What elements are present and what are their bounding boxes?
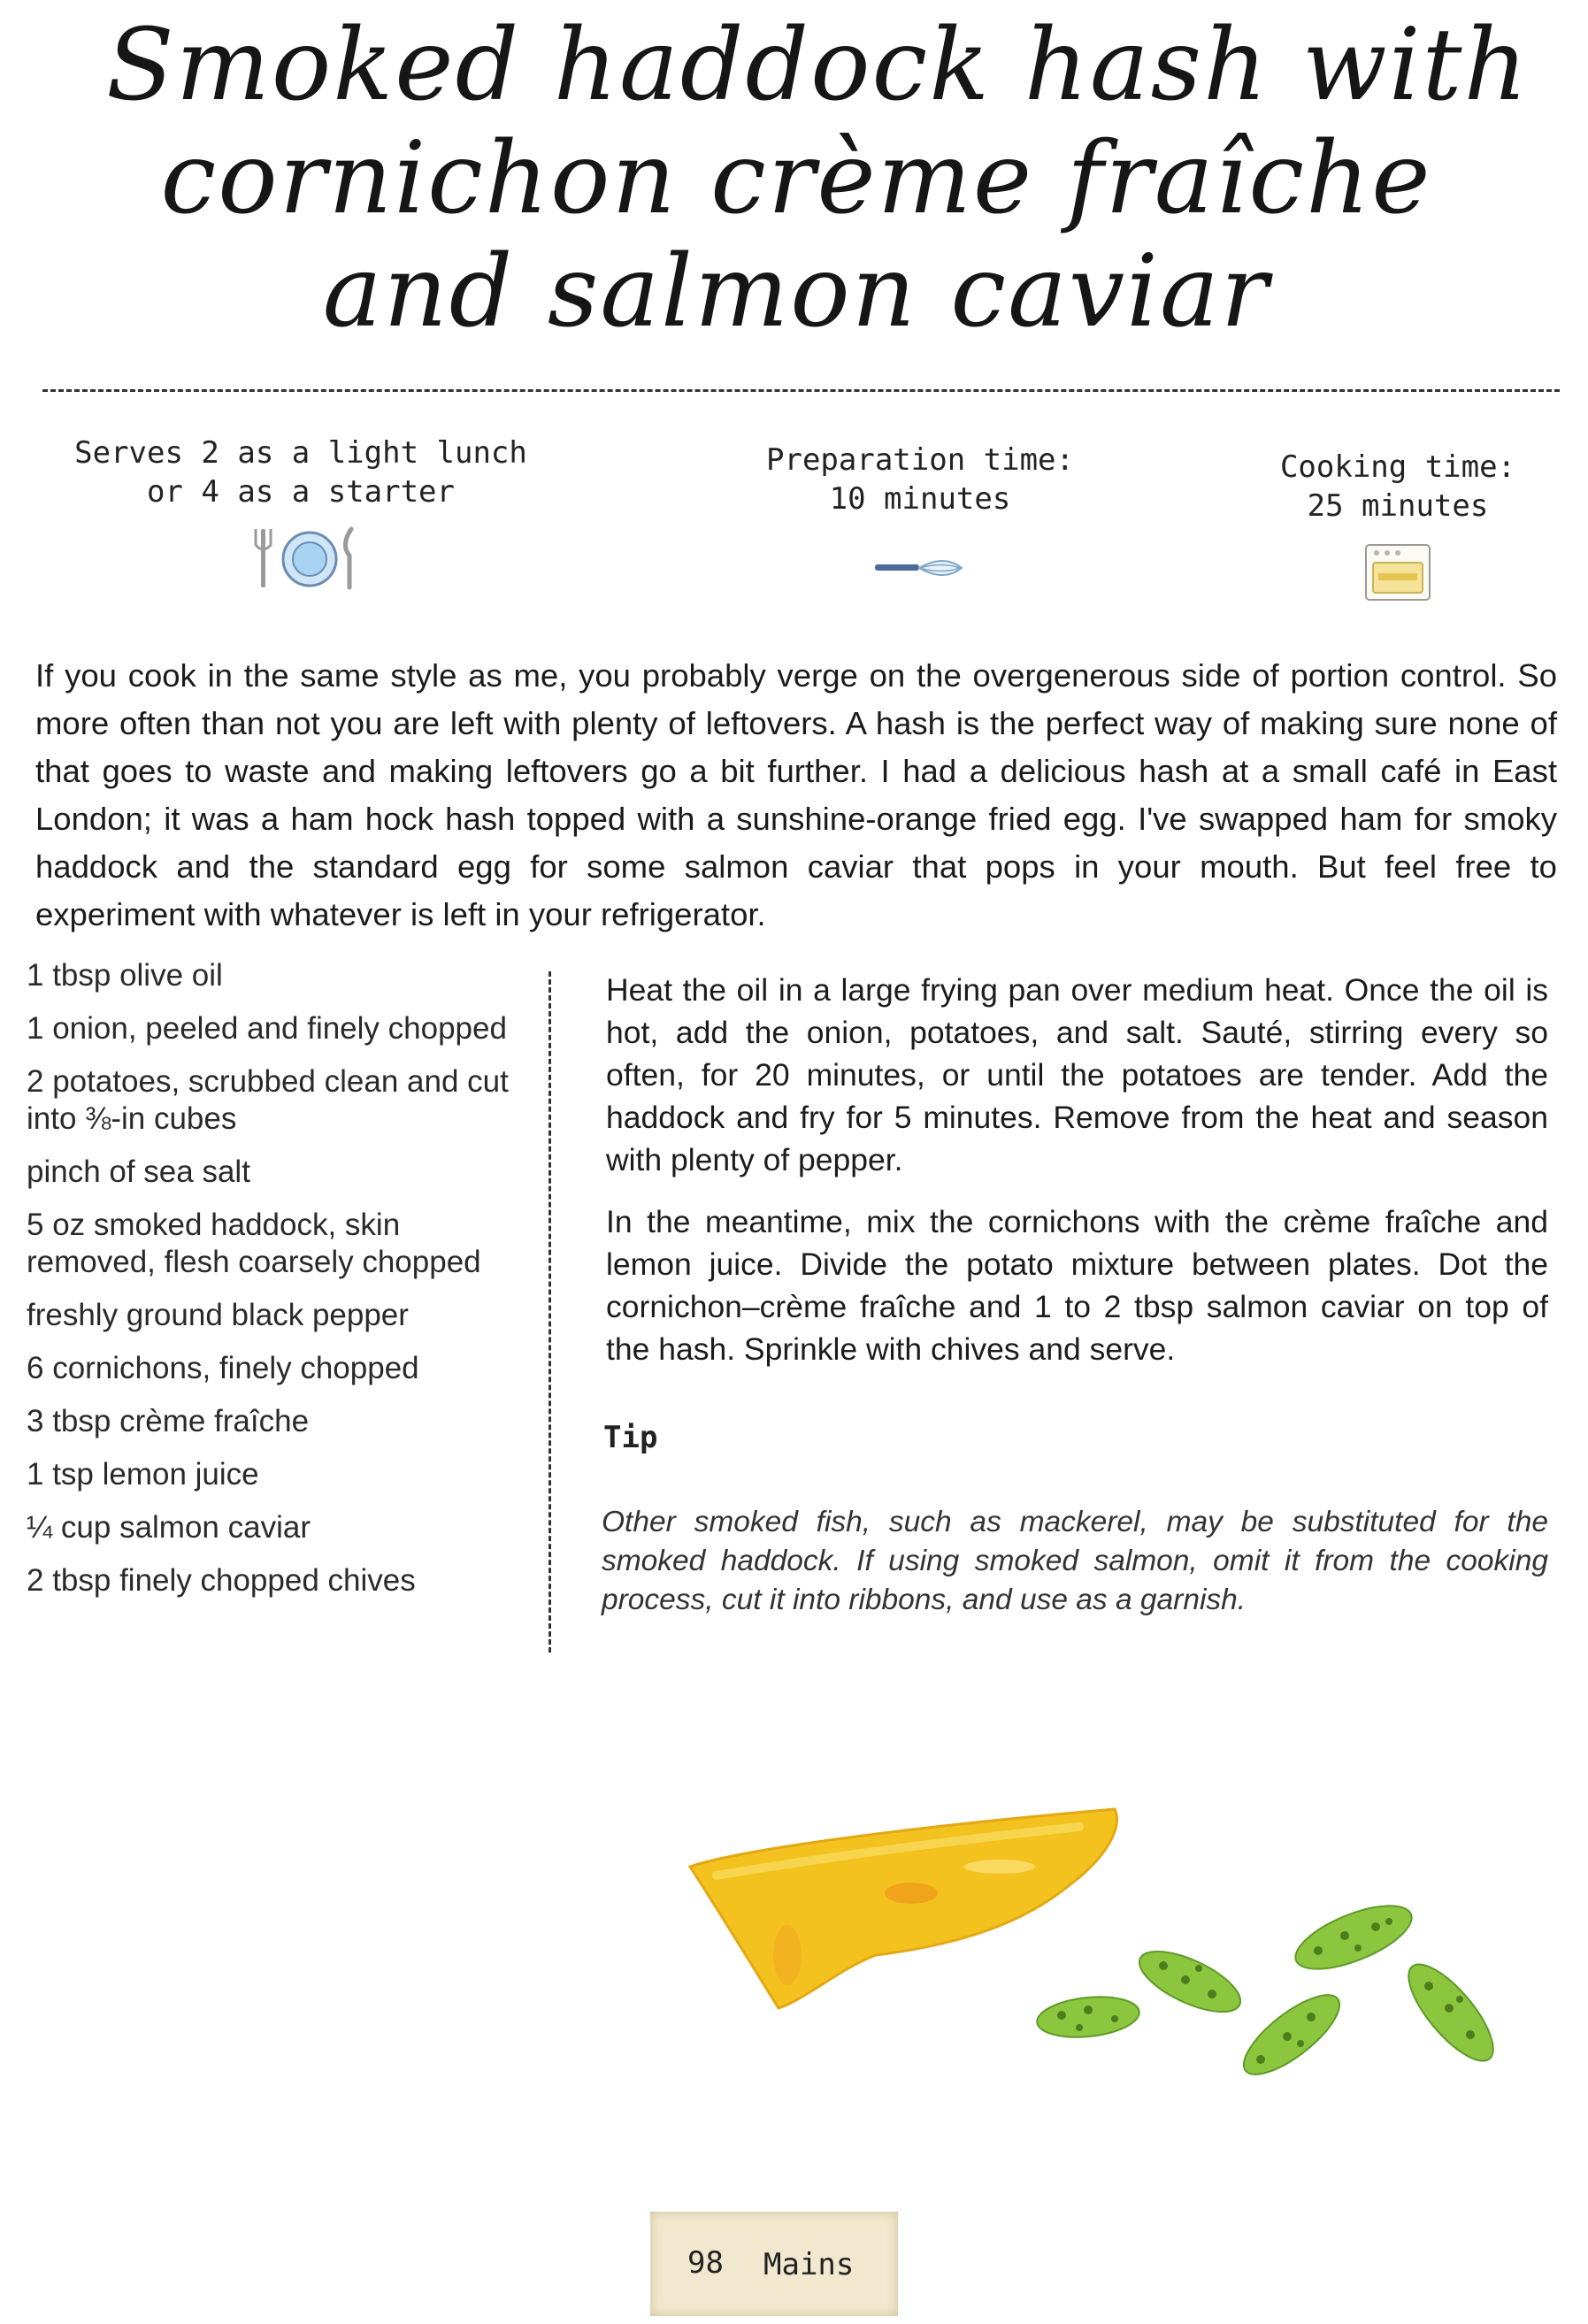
recipe-title <box>106 8 1530 349</box>
prep-time-label: Preparation time: <box>766 442 1074 478</box>
ingredient-item: 1 onion, peeled and finely chopped <box>27 1011 507 1046</box>
cook-time-value: 25 minutes <box>1307 488 1489 524</box>
ingredient-item: ¼ cup salmon caviar <box>27 1510 311 1545</box>
servings-info <box>53 433 549 511</box>
prep-time-value: 10 minutes <box>829 481 1011 517</box>
servings-line-2: or 4 as a starter <box>147 474 455 510</box>
ingredient-item: 1 tsp lemon juice <box>27 1457 259 1492</box>
cook-time-info <box>1239 448 1557 525</box>
ingredient-item: freshly ground black pepper <box>27 1298 409 1332</box>
title-line-2: cornichon crème fraîche <box>160 121 1432 236</box>
title-line-3: and salmon caviar <box>322 234 1270 349</box>
tip-heading: Tip <box>603 1420 658 1455</box>
ingredient-item: 5 oz smoked haddock, skin removed, flesh coarsely chopped <box>27 1208 481 1279</box>
column-divider <box>549 971 551 1653</box>
cook-time-label: Cooking time: <box>1279 449 1516 485</box>
ingredient-item: 1 tbsp olive oil <box>27 958 223 993</box>
ingredient-item: 2 potatoes, scrubbed clean and cut into ⅜-in cubes <box>27 1064 509 1136</box>
ingredient-item: 6 cornichons, finely chopped <box>27 1351 419 1385</box>
method-step: In the meantime, mix the cornichons with the crème fraîche and lemon juice. Divide the potato mixture between plates. Dot the cornichon–crème fraîche and 1 to 2 tbsp salmon caviar on top of the hash. Sprinkle with chives and serve. <box>606 1204 1548 1367</box>
tip-text: Other smoked fish, such as mackerel, may be substituted for the smoked haddock. If using smoked salmon, omit it from the cooking process, cut it into ribbons, and use as a garnish. <box>602 1505 1548 1616</box>
servings-line-1: Serves 2 as a light lunch <box>74 435 527 471</box>
title-line-1: Smoked haddock hash with <box>106 8 1530 123</box>
title-divider <box>42 389 1560 392</box>
ingredient-item: pinch of sea salt <box>27 1154 250 1189</box>
place-setting-icon <box>252 522 367 593</box>
section-name: Mains <box>763 2247 855 2282</box>
ingredients-list <box>27 957 522 1615</box>
oven-icon <box>1362 541 1433 603</box>
page-footer-tag <box>650 2212 898 2316</box>
method-step: Heat the oil in a large frying pan over medium heat. Once the oil is hot, add the onion, potatoes, and salt. Sauté, stirring every so often, for 20 minutes, or until the potatoes are tender. Add the haddock and fry for 5 minutes. Remove from the heat and season with plenty of pepper. <box>606 972 1548 1177</box>
prep-time-info <box>725 441 1115 518</box>
cornichons-illustration <box>1035 1902 1530 2105</box>
whisk-icon <box>871 550 969 586</box>
page-number: 98 <box>687 2245 724 2281</box>
ingredient-item: 2 tbsp finely chopped chives <box>27 1563 416 1598</box>
ingredient-item: 3 tbsp crème fraîche <box>27 1404 310 1438</box>
intro-paragraph: If you cook in the same style as me, you probably verge on the overgenerous side of portion control. So more often than not you are left with plenty of leftovers. A hash is the perfect way of making sure none of that goes to waste and making leftovers go a bit further. I had a delicious hash at a small café in East London; it was a ham hock hash topped with a sunshine-orange fried egg. I've swapped ham for smoky haddock and the standard egg for some salmon caviar that pops in your mouth. But feel free to experiment with whatever is left in your refrigerator. <box>35 656 1557 932</box>
method-section <box>606 969 1548 1390</box>
